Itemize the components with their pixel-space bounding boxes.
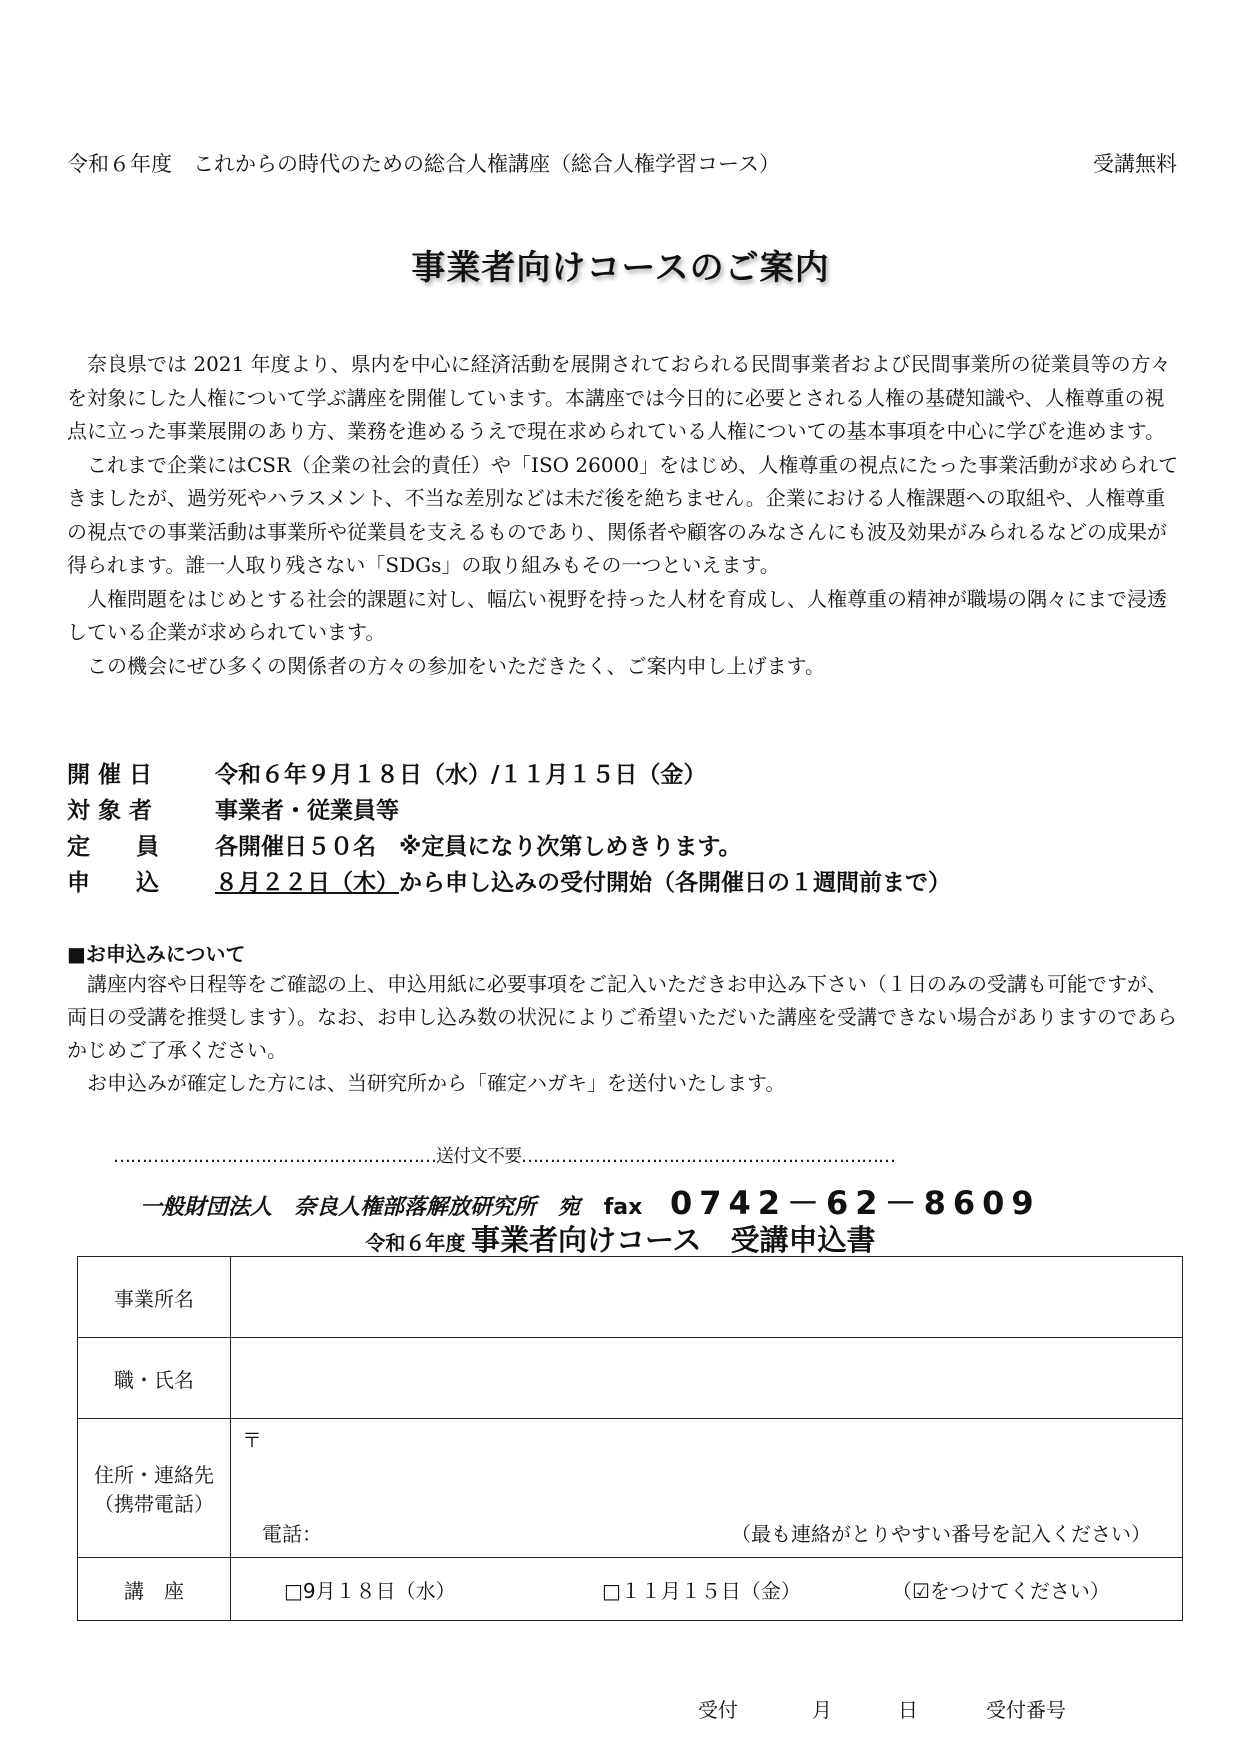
application-form-table xyxy=(77,1256,1183,1621)
postal-mark: 〒 xyxy=(242,1428,262,1452)
event-details xyxy=(67,756,1179,900)
company-label: 事業所名 xyxy=(78,1257,231,1338)
apply-label: 申 込 xyxy=(67,870,159,896)
course-field xyxy=(231,1558,1183,1621)
company-row xyxy=(78,1257,1183,1338)
intro-paragraph: 人権問題をはじめとする社会的課題に対し、幅広い視野を持った人材を育成し、人権尊重の精神が職場の隅々にまで浸透している企業が求められています。 xyxy=(67,586,1167,644)
intro-paragraph: これまで企業にはCSR（企業の社会的責任）や「ISO 26000」をはじめ、人権尊重の視点にたった事業活動が求められてきましたが、過労死やハラスメント、不当な差別などは未だ後を絶ちません。企業における人権課題への取組や、人権尊重の視点での事業活動は事業所や従業員を支えるものであり、関係者や顧客のみなさんにも波及効果がみられるなどの成果が得られます。誰一人取り残さない「SDGs」の取り組みもその一つといえます。 xyxy=(67,452,1179,577)
application-heading: ■お申込みについて xyxy=(67,942,246,966)
application-paragraph: 講座内容や日程等をご確認の上、申込用紙に必要事項をご記入いただきお申込み下さい（１日のみの受講も可能ですが、両日の受講を推奨します）。なお、お申し込み数の状況によりご希望いただいた講座を受講できない場合がありますのであらかじめご了承ください。 xyxy=(67,972,1177,1062)
organization-name: 一般財団法人 奈良人権部落解放研究所 宛 xyxy=(140,1195,581,1220)
course-row xyxy=(78,1558,1183,1621)
date-row xyxy=(67,756,1179,792)
receipt-day: 日 xyxy=(898,1698,918,1722)
address-label-line: 住所・連絡先 xyxy=(94,1463,214,1487)
application-paragraph: お申込みが確定した方には、当研究所から「確定ハガキ」を送付いたします。 xyxy=(87,1071,786,1095)
name-row xyxy=(78,1338,1183,1419)
address-row xyxy=(78,1419,1183,1558)
course-series-title: 令和６年度 これからの時代のための総合人権講座（総合人権学習コース） xyxy=(67,152,780,176)
cover-note-line xyxy=(113,1142,1133,1168)
apply-row xyxy=(67,864,1179,900)
apply-description: から申し込みの受付開始（各開催日の１週間前まで） xyxy=(399,870,951,896)
check-instruction: （☑をつけてください） xyxy=(892,1579,1110,1603)
apply-start-date: ８月２２日（木） xyxy=(215,870,399,896)
fax-number: 0742－62－8609 xyxy=(669,1184,1041,1222)
company-field[interactable] xyxy=(231,1257,1183,1338)
capacity-label: 定 員 xyxy=(67,834,159,860)
mobile-label-line: （携帯電話） xyxy=(94,1492,214,1516)
free-admission-label: 受講無料 xyxy=(1093,152,1177,176)
dotted-leader: ………………………………………………………… xyxy=(521,1146,895,1167)
capacity-value: 各開催日５０名 ※定員になり次第しめきります。 xyxy=(215,834,742,860)
receipt-number-label: 受付番号 xyxy=(986,1698,1066,1722)
page-header xyxy=(67,148,1177,178)
receipt-label: 受付 xyxy=(698,1698,738,1722)
application-form-title xyxy=(0,1218,1241,1259)
intro-paragraph: この機会にぜひ多くの関係者の方々の参加をいただきたく、ご案内申し上げます。 xyxy=(87,653,825,678)
dotted-leader: ………………………………………………… xyxy=(113,1146,436,1167)
capacity-row xyxy=(67,828,1179,864)
page-title: 事業者向けコースのご案内 xyxy=(411,248,830,288)
intro-text xyxy=(67,348,1179,683)
name-label: 職・氏名 xyxy=(78,1338,231,1419)
date-value: 令和６年９月１８日（水）/１１月１５日（金） xyxy=(215,762,707,788)
form-year: 令和６年度 xyxy=(365,1231,466,1255)
address-field[interactable] xyxy=(231,1419,1183,1558)
form-title: 事業者向けコース 受講申込書 xyxy=(471,1223,876,1257)
intro-paragraph: 奈良県では 2021 年度より、県内を中心に経済活動を展開されておられる民間事業者および民間事業所の従業員等の方々を対象にした人権について学ぶ講座を開催しています。本講座では今日的に必要とされる人権の基礎知識や、人権尊重の視点に立った事業展開のあり方、業務を進めるうえで現在求められている人権についての基本事項を中心に学びを進めます。 xyxy=(67,352,1171,443)
receipt-month: 月 xyxy=(812,1698,832,1722)
phone-label: 電話： xyxy=(262,1522,322,1546)
name-field[interactable] xyxy=(231,1338,1183,1419)
course-option-sep18[interactable]: □9月１８日（水） xyxy=(284,1579,456,1603)
cover-note: 送付文不要 xyxy=(436,1146,521,1167)
date-label: 開 催 日 xyxy=(67,762,153,788)
course-label: 講 座 xyxy=(78,1558,231,1621)
application-text xyxy=(67,968,1179,1100)
target-value: 事業者・従業員等 xyxy=(215,798,399,824)
target-label: 対 象 者 xyxy=(67,798,153,824)
course-option-nov15[interactable]: □１１月１５日（金） xyxy=(602,1579,801,1603)
apply-value xyxy=(215,864,951,897)
address-label xyxy=(78,1419,231,1558)
fax-label: fax xyxy=(603,1195,643,1220)
phone-note: （最も連絡がとりやすい番号を記入ください） xyxy=(731,1522,1151,1546)
target-row xyxy=(67,792,1179,828)
